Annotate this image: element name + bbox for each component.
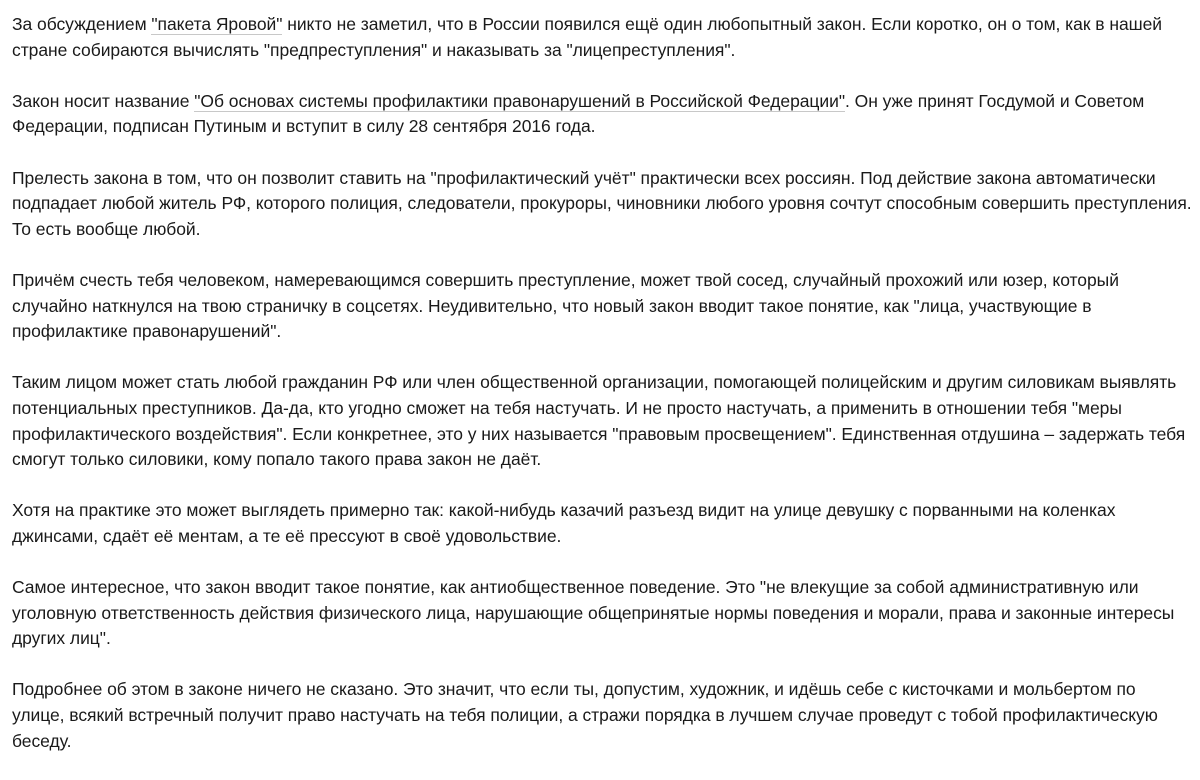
paragraph-2-rest: . Он уже принят Госдумой и Советом Федерации, подписан Путиным и вступит в силу 28 сентября 2016 года. [12, 90, 1145, 137]
paragraph-8: Подробнее об этом в законе ничего не сказано. Это значит, что если ты, допустим, художник, и идёшь себе с кисточками и мольбертом по улице, всякий встречный получит право настучать на тебя полиции, а стражи порядка в лучшем случае проведут с тобой профилактическую беседу. [12, 679, 1158, 751]
link-yarovaya-package[interactable]: "пакета Яровой" [151, 14, 283, 34]
paragraph-1-rest: никто не заметил, что в России появился ещё один любопытный закон. Если коротко, он о том, как в нашей стране собираются вычислять "предпреступления" и наказывать за "лицепреступления". [12, 14, 1163, 60]
paragraph-2 [12, 89, 1192, 140]
paragraph-6: Хотя на практике это может выглядеть примерно так: какой-нибудь казачий разъезд видит на улице девушку с порванными на коленках джинсами, сдаёт её ментам, а те её прессуют в своё удовольствие. [12, 500, 1116, 546]
paragraph-1-lead: За обсуждением [12, 14, 152, 34]
paragraph-1 [12, 12, 1192, 63]
paragraph-3: Прелесть закона в том, что он позволит ставить на "профилактический учёт" практически всех россиян. Под действие закона автоматически подпадает любой житель РФ, которого полиция, следователи, прокуроры, чиновники любого уровня сочтут способным совершить преступления. То есть вообще любой. [12, 167, 1192, 239]
paragraph-4: Причём счесть тебя человеком, намеревающимся совершить преступление, может твой сосед, случайный прохожий или юзер, который случайно наткнулся на твою страничку в соцсетях. Неудивительно, что новый закон вводит такое понятие, как "лица, участвующие в профилактике правонарушений". [12, 269, 1119, 342]
paragraph-2-lead: Закон носит название [12, 90, 195, 111]
link-law-title[interactable]: "Об основах системы профилактики правонарушений в Российской Федерации" [194, 90, 846, 111]
paragraph-7: Самое интересное, что закон вводит такое понятие, как антиобщественное поведение. Это "не влекущие за собой административную или уголовную ответственность действия физического лица, нарушающие общепринятые нормы поведения и морали, права и законные интересы других лиц". [12, 577, 1175, 649]
paragraph-5: Таким лицом может стать любой гражданин РФ или член общественной организации, помогающей полицейским и другим силовикам выявлять потенциальных преступников. Да-да, кто угодно сможет на тебя настучать. И не просто настучать, а применить в отношении тебя "меры профилактического воздействия". Если конкретнее, это у них называется "правовым просвещением". Единственная отдушина – задержать тебя смогут только силовики, кому попало такого права закон не даёт. [12, 372, 1186, 470]
article-body [12, 12, 1192, 780]
